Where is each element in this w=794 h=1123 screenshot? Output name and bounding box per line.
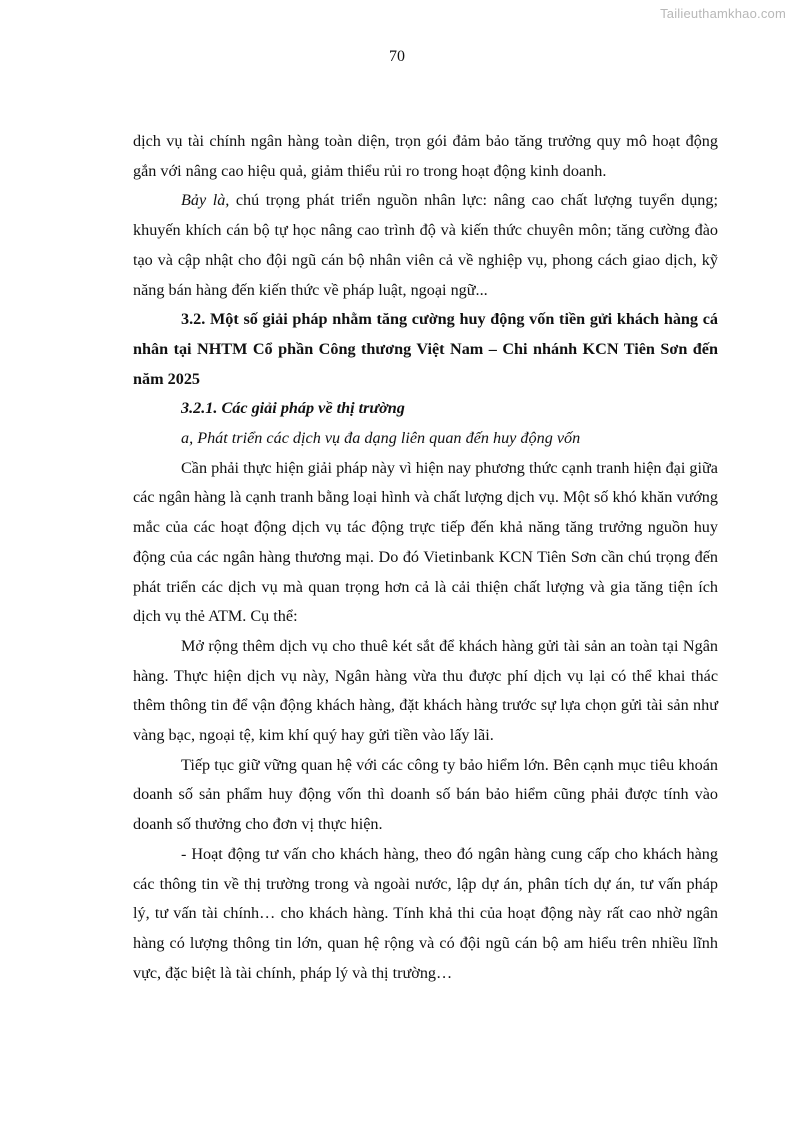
subsection-heading: 3.2.1. Các giải pháp về thị trường	[181, 399, 405, 418]
section-heading: 3.2. Một số giải pháp nhằm tăng cường huy động vốn tiền gửi khách hàng cá nhân tại NHTM Cổ phần Công thương Việt Nam – Chi nhánh KCN Tiên Sơn đến năm 2025	[133, 310, 718, 388]
document-body	[133, 127, 718, 988]
watermark: Tailieuthamkhao.com	[660, 6, 786, 21]
paragraph: Cần phải thực hiện giải pháp này vì hiện nay phương thức cạnh tranh hiện đại giữa các ngân hàng là cạnh tranh bằng loại hình và chất lượng dịch vụ. Một số khó khăn vướng mắc của các hoạt động dịch vụ tác động trực tiếp đến khả năng tăng trưởng nguồn huy động của các ngân hàng thương mại. Do đó Vietinbank KCN Tiên Sơn cần chú trọng đến phát triển các dịch vụ mà quan trọng hơn cả là cải thiện chất lượng và gia tăng tiện ích dịch vụ thẻ ATM. Cụ thể:	[133, 458, 718, 626]
paragraph: - Hoạt động tư vấn cho khách hàng, theo đó ngân hàng cung cấp cho khách hàng các thông tin về thị trường trong và ngoài nước, lập dự án, phân tích dự án, tư vấn pháp lý, tư vấn tài chính… cho khách hàng. Tính khả thi của hoạt động này rất cao nhờ ngân hàng có lượng thông tin lớn, quan hệ rộng và có đội ngũ cán bộ am hiểu trên nhiều lĩnh vực, đặc biệt là tài chính, pháp lý và thị trường…	[133, 844, 718, 982]
paragraph-seventh	[133, 186, 718, 305]
paragraph: Tiếp tục giữ vững quan hệ với các công ty bảo hiểm lớn. Bên cạnh mục tiêu khoán doanh số sản phẩm huy động vốn thì doanh số bán bảo hiểm cũng phải được tính vào doanh số thưởng cho đơn vị thực hiện.	[133, 755, 718, 834]
paragraph-text: chú trọng phát triển nguồn nhân lực: nâng cao chất lượng tuyển dụng; khuyến khích cán bộ tự học nâng cao trình độ và kiến thức chuyên môn; tăng cường đào tạo và cập nhật cho đội ngũ cán bộ nhân viên cả về nghiệp vụ, phong cách giao dịch, kỹ năng bán hàng đến kiến thức về pháp luật, ngoại ngữ...	[133, 191, 718, 299]
paragraph: Mở rộng thêm dịch vụ cho thuê két sắt để khách hàng gửi tài sản an toàn tại Ngân hàng. Thực hiện dịch vụ này, Ngân hàng vừa thu được phí dịch vụ lại có thể khai thác thêm thông tin để vận động khách hàng, đặt khách hàng trước sự lựa chọn gửi tài sản như vàng bạc, ngoại tệ, kim khí quý hay gửi tiền vào lấy lãi.	[133, 636, 718, 745]
paragraph-lead: Bảy là,	[181, 191, 230, 210]
sub-item-heading: a, Phát triển các dịch vụ đa dạng liên quan đến huy động vốn	[181, 429, 581, 448]
page-number: 70	[389, 48, 405, 65]
paragraph-continuation: dịch vụ tài chính ngân hàng toàn diện, trọn gói đảm bảo tăng trưởng quy mô hoạt động gắn với nâng cao hiệu quả, giảm thiểu rủi ro trong hoạt động kinh doanh.	[133, 132, 718, 180]
